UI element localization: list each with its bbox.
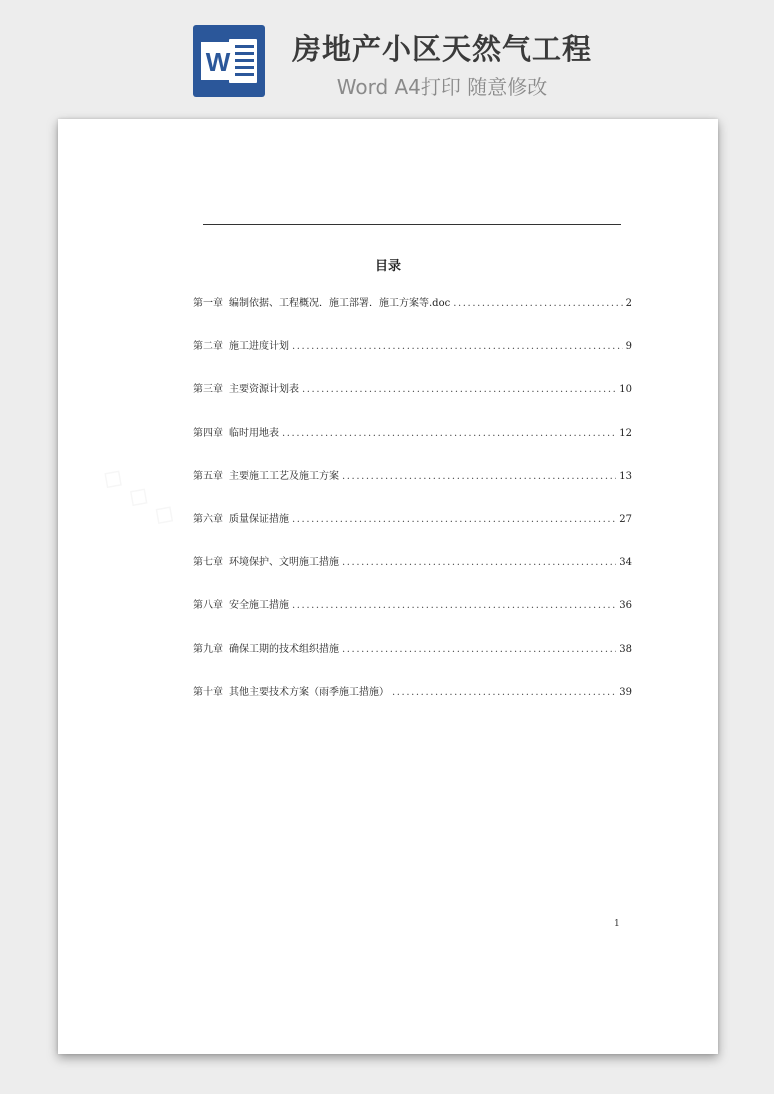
toc-dot-leader — [302, 383, 616, 397]
toc-entry-chapter: 第一章 — [193, 298, 223, 309]
toc-entry-title: 安全施工措施 — [229, 600, 289, 612]
toc-entry-label — [193, 556, 339, 570]
page-title: 房地产小区天然气工程 — [291, 32, 592, 66]
toc-entry-title: 编制依据、工程概况．施工部署．施工方案等.doc — [229, 298, 451, 309]
header — [0, 0, 774, 118]
toc-entry-page: 39 — [619, 686, 632, 698]
toc-entry-page: 27 — [619, 513, 632, 525]
toc-entry[interactable] — [193, 383, 632, 426]
word-document-icon — [193, 25, 265, 97]
toc-entry-page: 12 — [619, 427, 632, 439]
toc-dot-leader — [453, 297, 622, 311]
toc-entry-chapter: 第七章 — [193, 557, 223, 569]
toc-entry-title: 确保工期的技术组织措施 — [229, 643, 339, 655]
toc-entry-page: 36 — [619, 600, 632, 612]
toc-entry-page: 10 — [619, 384, 632, 396]
toc-entry-title: 施工进度计划 — [229, 341, 289, 353]
toc-entry-page: 9 — [625, 341, 632, 353]
document-page — [58, 119, 718, 1054]
toc-title: 目录 — [374, 259, 401, 274]
toc-entry[interactable] — [193, 340, 632, 383]
toc-dot-leader — [292, 599, 616, 613]
toc-entry-page: 2 — [625, 298, 632, 309]
toc-entry-chapter: 第九章 — [193, 643, 223, 655]
toc-entry-page: 34 — [619, 557, 632, 569]
toc-entry[interactable] — [193, 599, 632, 642]
toc-entry[interactable] — [193, 427, 632, 470]
toc-entry[interactable] — [193, 643, 632, 686]
toc-dot-leader — [342, 643, 616, 657]
header-rule — [203, 224, 621, 225]
toc-entry-label — [193, 427, 279, 441]
toc-entry-chapter: 第八章 — [193, 600, 223, 612]
toc-entry-label — [193, 340, 289, 354]
toc-entry[interactable] — [193, 686, 632, 729]
watermark — [96, 458, 184, 533]
toc-entry-title: 主要施工工艺及施工方案 — [229, 470, 339, 482]
table-of-contents — [193, 297, 632, 729]
toc-entry-chapter: 第十章 — [193, 686, 223, 698]
toc-entry-page: 13 — [619, 470, 632, 482]
toc-entry-chapter: 第二章 — [193, 341, 223, 353]
toc-dot-leader — [282, 427, 616, 441]
toc-entry-title: 临时用地表 — [229, 427, 279, 439]
toc-entry[interactable] — [193, 297, 632, 340]
toc-entry-label — [193, 470, 339, 484]
toc-dot-leader — [292, 513, 616, 527]
toc-entry-label — [193, 383, 299, 397]
page-number: 1 — [614, 919, 620, 929]
toc-dot-leader — [342, 470, 616, 484]
toc-entry-title: 环境保护、文明施工措施 — [229, 557, 339, 569]
toc-entry-label — [193, 513, 289, 527]
toc-entry-chapter: 第六章 — [193, 513, 223, 525]
toc-entry-title: 其他主要技术方案（雨季施工措施） — [229, 686, 389, 698]
toc-entry-label — [193, 599, 289, 613]
toc-entry-label — [193, 297, 450, 311]
toc-dot-leader — [392, 686, 616, 700]
page-subtitle: Word A4打印 随意修改 — [336, 75, 548, 99]
toc-entry[interactable] — [193, 513, 632, 556]
toc-entry-chapter: 第五章 — [193, 470, 223, 482]
toc-entry-chapter: 第四章 — [193, 427, 223, 439]
toc-entry-chapter: 第三章 — [193, 384, 223, 396]
toc-entry[interactable] — [193, 556, 632, 599]
toc-dot-leader — [292, 340, 623, 354]
toc-entry-label — [193, 643, 339, 657]
word-icon-letter: W — [205, 47, 231, 77]
toc-dot-leader — [342, 556, 616, 570]
toc-entry-title: 质量保证措施 — [229, 513, 289, 525]
toc-entry-label — [193, 686, 389, 700]
toc-entry-page: 38 — [619, 643, 632, 655]
toc-entry[interactable] — [193, 470, 632, 513]
toc-entry-title: 主要资源计划表 — [229, 384, 299, 396]
